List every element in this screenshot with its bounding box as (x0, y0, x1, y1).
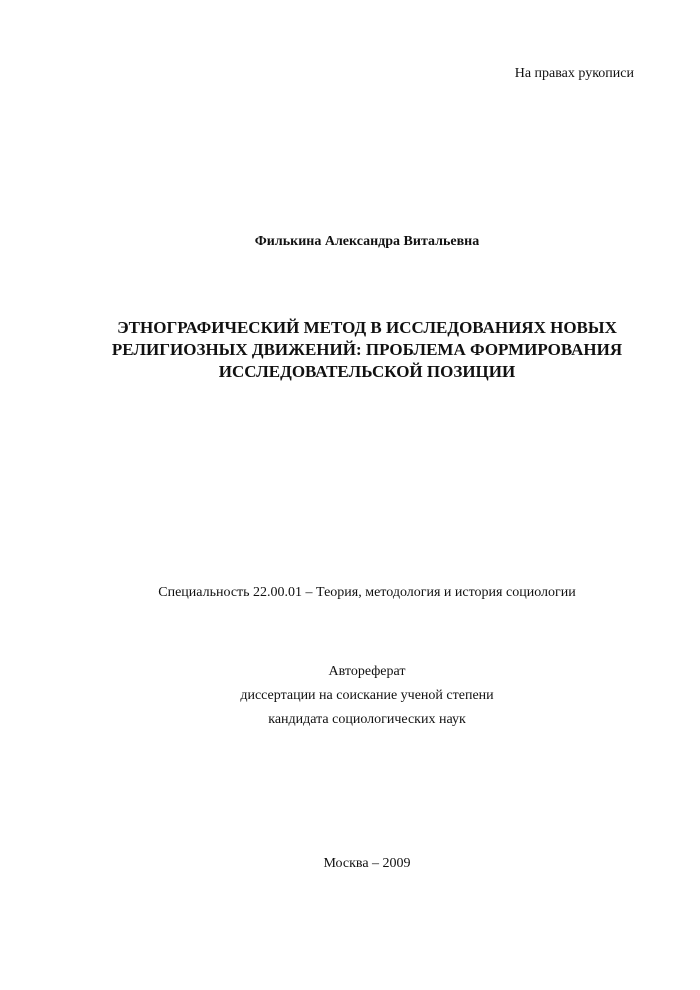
abstract-line: диссертации на соискание ученой степени (240, 688, 494, 703)
abstract-line: Автореферат (328, 664, 406, 679)
title-line: ИССЛЕДОВАТЕЛЬСКОЙ ПОЗИЦИИ (218, 362, 516, 381)
title-line: ЭТНОГРАФИЧЕСКИЙ МЕТОД В ИССЛЕДОВАНИЯХ НОВЫХ (117, 318, 617, 337)
dissertation-title (0, 317, 700, 383)
abstract-line: кандидата социологических наук (268, 712, 466, 727)
place-year: Москва – 2009 (323, 856, 411, 871)
rights-note: На правах рукописи (514, 66, 634, 81)
title-line: РЕЛИГИОЗНЫХ ДВИЖЕНИЙ: ПРОБЛЕМА ФОРМИРОВАНИЯ (111, 340, 623, 359)
specialty-line: Специальность 22.00.01 – Теория, методология и история социологии (158, 585, 576, 600)
abstract-block (0, 660, 700, 732)
author-name: Филькина Александра Витальевна (254, 234, 480, 249)
